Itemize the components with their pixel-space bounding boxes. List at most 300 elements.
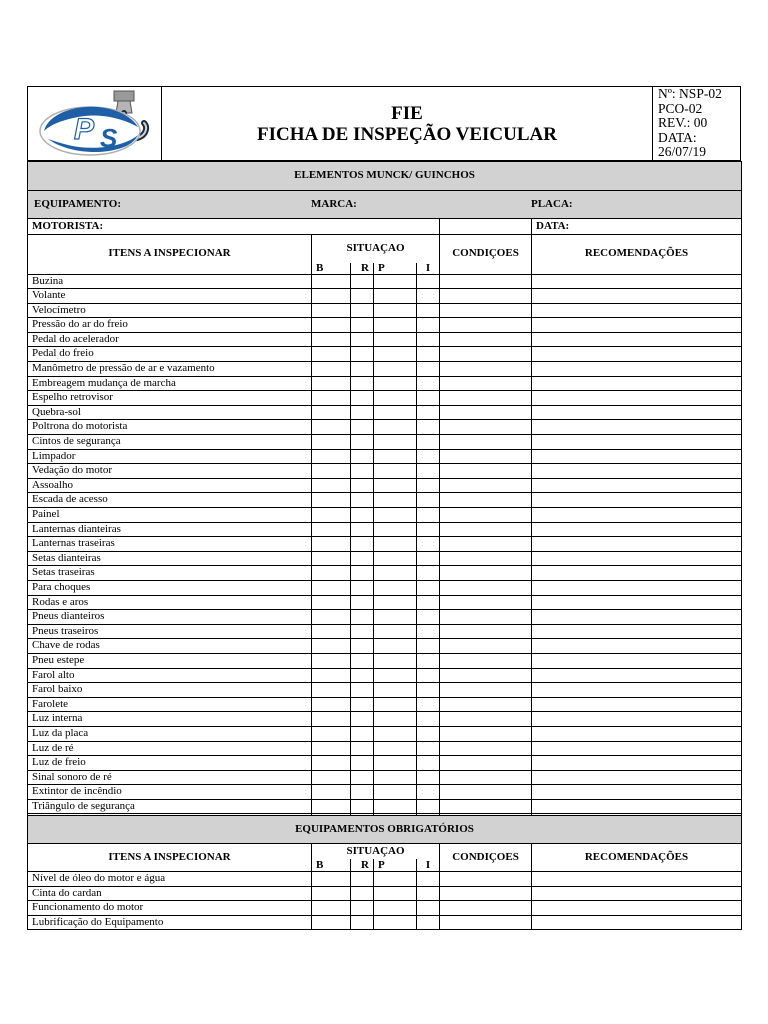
cell-p[interactable] [374, 595, 417, 610]
cell-condicoes[interactable] [440, 580, 532, 595]
cell-r[interactable] [351, 653, 374, 668]
cell-condicoes[interactable] [440, 756, 532, 771]
cell-b[interactable] [312, 478, 351, 493]
svg-text:S: S [100, 123, 118, 153]
cell-recomendacoes[interactable] [532, 566, 742, 581]
cell-i[interactable] [417, 391, 440, 406]
cell-recomendacoes[interactable] [532, 391, 742, 406]
cell-b[interactable] [312, 668, 351, 683]
item-label: Volante [28, 289, 312, 304]
item-label: Pneu estepe [28, 653, 312, 668]
col-situacao-2: SITUAÇAO [312, 844, 440, 860]
cell-r[interactable] [351, 901, 374, 916]
cell-condicoes[interactable] [440, 551, 532, 566]
cell-condicoes[interactable] [440, 785, 532, 800]
cell-p[interactable] [374, 901, 417, 916]
item-label: Pneus traseiros [28, 624, 312, 639]
inspection-item-row [28, 639, 742, 654]
cell-condicoes[interactable] [440, 872, 532, 887]
cell-r[interactable] [351, 566, 374, 581]
cell-r[interactable] [351, 332, 374, 347]
inspection-item-row [28, 289, 742, 304]
cell-b[interactable] [312, 580, 351, 595]
cell-condicoes[interactable] [440, 595, 532, 610]
cell-r[interactable] [351, 537, 374, 552]
cell-condicoes[interactable] [440, 362, 532, 377]
cell-p[interactable] [374, 726, 417, 741]
cell-b[interactable] [312, 683, 351, 698]
cell-b[interactable] [312, 435, 351, 450]
cell-recomendacoes[interactable] [532, 799, 742, 814]
cell-condicoes[interactable] [440, 347, 532, 362]
cell-condicoes[interactable] [440, 712, 532, 727]
cell-b[interactable] [312, 624, 351, 639]
cell-i[interactable] [417, 522, 440, 537]
cell-i[interactable] [417, 741, 440, 756]
item-label: Luz interna [28, 712, 312, 727]
cell-recomendacoes[interactable] [532, 580, 742, 595]
cell-recomendacoes[interactable] [532, 697, 742, 712]
cell-condicoes[interactable] [440, 915, 532, 930]
cell-r[interactable] [351, 391, 374, 406]
cell-p[interactable] [374, 347, 417, 362]
cell-r[interactable] [351, 624, 374, 639]
cell-i[interactable] [417, 624, 440, 639]
cell-p[interactable] [374, 464, 417, 479]
cell-condicoes[interactable] [440, 726, 532, 741]
cell-b[interactable] [312, 537, 351, 552]
cell-p[interactable] [374, 668, 417, 683]
cell-r[interactable] [351, 508, 374, 523]
cell-p[interactable] [374, 770, 417, 785]
cell-i[interactable] [417, 362, 440, 377]
cell-b[interactable] [312, 595, 351, 610]
cell-p[interactable] [374, 915, 417, 930]
cell-r[interactable] [351, 376, 374, 391]
cell-i[interactable] [417, 799, 440, 814]
cell-recomendacoes[interactable] [532, 318, 742, 333]
info-date: DATA: 26/07/19 [658, 129, 707, 160]
cell-r[interactable] [351, 683, 374, 698]
cell-p[interactable] [374, 610, 417, 625]
cell-i[interactable] [417, 770, 440, 785]
col-itens: ITENS A INSPECIONAR [28, 235, 312, 275]
cell-b[interactable] [312, 274, 351, 289]
cell-b[interactable] [312, 376, 351, 391]
cell-condicoes[interactable] [440, 508, 532, 523]
cell-b[interactable] [312, 756, 351, 771]
cell-r[interactable] [351, 303, 374, 318]
cell-recomendacoes[interactable] [532, 435, 742, 450]
cell-recomendacoes[interactable] [532, 464, 742, 479]
cell-i[interactable] [417, 493, 440, 508]
cell-condicoes[interactable] [440, 653, 532, 668]
cell-p[interactable] [374, 478, 417, 493]
item-label: Farolete [28, 697, 312, 712]
cell-b[interactable] [312, 332, 351, 347]
item-label: Para choques [28, 580, 312, 595]
cell-recomendacoes[interactable] [532, 537, 742, 552]
cell-p[interactable] [374, 566, 417, 581]
cell-b[interactable] [312, 391, 351, 406]
cell-p[interactable] [374, 785, 417, 800]
cell-condicoes[interactable] [440, 493, 532, 508]
cell-b[interactable] [312, 872, 351, 887]
cell-i[interactable] [417, 332, 440, 347]
cell-r[interactable] [351, 741, 374, 756]
cell-i[interactable] [417, 376, 440, 391]
cell-r[interactable] [351, 610, 374, 625]
cell-b[interactable] [312, 318, 351, 333]
cell-p[interactable] [374, 872, 417, 887]
cell-p[interactable] [374, 376, 417, 391]
item-label: Limpador [28, 449, 312, 464]
cell-recomendacoes[interactable] [532, 712, 742, 727]
cell-condicoes[interactable] [440, 289, 532, 304]
cell-b[interactable] [312, 653, 351, 668]
cell-recomendacoes[interactable] [532, 420, 742, 435]
inspection-item-row [28, 653, 742, 668]
cell-i[interactable] [417, 639, 440, 654]
cell-p[interactable] [374, 683, 417, 698]
item-label: Farol baixo [28, 683, 312, 698]
motorista-field[interactable]: MOTORISTA: [28, 219, 440, 235]
cell-r[interactable] [351, 289, 374, 304]
info-page: Página 2 de 3 [658, 158, 732, 174]
cell-r[interactable] [351, 551, 374, 566]
item-label: Pedal do acelerador [28, 332, 312, 347]
cell-condicoes[interactable] [440, 683, 532, 698]
cell-recomendacoes[interactable] [532, 610, 742, 625]
cell-r[interactable] [351, 435, 374, 450]
cell-b[interactable] [312, 522, 351, 537]
cell-recomendacoes[interactable] [532, 741, 742, 756]
item-label: Embreagem mudança de marcha [28, 376, 312, 391]
cell-condicoes[interactable] [440, 522, 532, 537]
cell-recomendacoes[interactable] [532, 303, 742, 318]
item-label: Painel [28, 508, 312, 523]
cell-i[interactable] [417, 785, 440, 800]
cell-r[interactable] [351, 420, 374, 435]
cell-recomendacoes[interactable] [532, 886, 742, 901]
cell-b[interactable] [312, 289, 351, 304]
cell-recomendacoes[interactable] [532, 478, 742, 493]
item-label: Velocímetro [28, 303, 312, 318]
item-label: Assoalho [28, 478, 312, 493]
cell-recomendacoes[interactable] [532, 332, 742, 347]
cell-i[interactable] [417, 464, 440, 479]
cell-b[interactable] [312, 610, 351, 625]
cell-r[interactable] [351, 697, 374, 712]
cell-i[interactable] [417, 405, 440, 420]
cell-i[interactable] [417, 668, 440, 683]
cell-p[interactable] [374, 712, 417, 727]
cell-p[interactable] [374, 508, 417, 523]
cell-b[interactable] [312, 915, 351, 930]
item-label: Luz de freio [28, 756, 312, 771]
cell-b[interactable] [312, 405, 351, 420]
cell-recomendacoes[interactable] [532, 289, 742, 304]
cell-condicoes[interactable] [440, 303, 532, 318]
cell-recomendacoes[interactable] [532, 785, 742, 800]
cell-b[interactable] [312, 697, 351, 712]
cell-condicoes[interactable] [440, 741, 532, 756]
cell-recomendacoes[interactable] [532, 624, 742, 639]
cell-recomendacoes[interactable] [532, 668, 742, 683]
cell-p[interactable] [374, 639, 417, 654]
cell-i[interactable] [417, 915, 440, 930]
item-label: Escada de acesso [28, 493, 312, 508]
cell-p[interactable] [374, 391, 417, 406]
cell-condicoes[interactable] [440, 376, 532, 391]
item-label: Quebra-sol [28, 405, 312, 420]
cell-p[interactable] [374, 624, 417, 639]
cell-b[interactable] [312, 712, 351, 727]
cell-p[interactable] [374, 756, 417, 771]
cell-i[interactable] [417, 449, 440, 464]
cell-recomendacoes[interactable] [532, 551, 742, 566]
cell-i[interactable] [417, 551, 440, 566]
cell-p[interactable] [374, 799, 417, 814]
cell-recomendacoes[interactable] [532, 683, 742, 698]
cell-condicoes[interactable] [440, 624, 532, 639]
cell-i[interactable] [417, 726, 440, 741]
cell-recomendacoes[interactable] [532, 449, 742, 464]
cell-r[interactable] [351, 886, 374, 901]
cell-recomendacoes[interactable] [532, 872, 742, 887]
cell-i[interactable] [417, 478, 440, 493]
cell-b[interactable] [312, 770, 351, 785]
cell-condicoes[interactable] [440, 610, 532, 625]
mandatory-item-row [28, 872, 742, 887]
cell-i[interactable] [417, 318, 440, 333]
cell-b[interactable] [312, 726, 351, 741]
cell-r[interactable] [351, 478, 374, 493]
cell-i[interactable] [417, 566, 440, 581]
cell-b[interactable] [312, 464, 351, 479]
cell-recomendacoes[interactable] [532, 915, 742, 930]
equipment-row [28, 191, 742, 219]
cell-r[interactable] [351, 493, 374, 508]
cell-i[interactable] [417, 435, 440, 450]
inspection-item-row [28, 741, 742, 756]
cell-i[interactable] [417, 683, 440, 698]
cell-r[interactable] [351, 785, 374, 800]
cell-b[interactable] [312, 639, 351, 654]
cell-p[interactable] [374, 493, 417, 508]
cell-r[interactable] [351, 362, 374, 377]
cell-i[interactable] [417, 595, 440, 610]
cell-condicoes[interactable] [440, 478, 532, 493]
cell-recomendacoes[interactable] [532, 405, 742, 420]
cell-recomendacoes[interactable] [532, 362, 742, 377]
cell-i[interactable] [417, 303, 440, 318]
cell-condicoes[interactable] [440, 274, 532, 289]
cell-recomendacoes[interactable] [532, 770, 742, 785]
cell-i[interactable] [417, 653, 440, 668]
inspection-item-row [28, 756, 742, 771]
cell-i[interactable] [417, 420, 440, 435]
cell-b[interactable] [312, 886, 351, 901]
cell-p[interactable] [374, 580, 417, 595]
item-label: Luz da placa [28, 726, 312, 741]
cell-condicoes[interactable] [440, 639, 532, 654]
item-label: Setas dianteiras [28, 551, 312, 566]
cell-r[interactable] [351, 347, 374, 362]
document-code: FIE [391, 103, 423, 124]
cell-b[interactable] [312, 741, 351, 756]
cell-recomendacoes[interactable] [532, 726, 742, 741]
inspection-item-row [28, 712, 742, 727]
equipamento-label: EQUIPAMENTO: [34, 198, 121, 210]
inspection-item-row [28, 537, 742, 552]
cell-b[interactable] [312, 901, 351, 916]
cell-b[interactable] [312, 508, 351, 523]
cell-condicoes[interactable] [440, 420, 532, 435]
cell-b[interactable] [312, 551, 351, 566]
cell-i[interactable] [417, 274, 440, 289]
cell-r[interactable] [351, 712, 374, 727]
cell-i[interactable] [417, 901, 440, 916]
cell-condicoes[interactable] [440, 566, 532, 581]
cell-p[interactable] [374, 449, 417, 464]
svg-text:P: P [74, 113, 95, 146]
cell-recomendacoes[interactable] [532, 347, 742, 362]
cell-r[interactable] [351, 580, 374, 595]
cell-i[interactable] [417, 289, 440, 304]
col-itens-2: ITENS A INSPECIONAR [28, 844, 312, 872]
cell-condicoes[interactable] [440, 799, 532, 814]
cell-condicoes[interactable] [440, 405, 532, 420]
cell-i[interactable] [417, 872, 440, 887]
item-label: Lubrificação do Equipamento [28, 915, 312, 930]
cell-p[interactable] [374, 741, 417, 756]
cell-p[interactable] [374, 274, 417, 289]
cell-recomendacoes[interactable] [532, 653, 742, 668]
cell-p[interactable] [374, 303, 417, 318]
inspection-item-row [28, 785, 742, 800]
cell-r[interactable] [351, 522, 374, 537]
cell-i[interactable] [417, 537, 440, 552]
cell-i[interactable] [417, 508, 440, 523]
cell-r[interactable] [351, 318, 374, 333]
cell-recomendacoes[interactable] [532, 376, 742, 391]
cell-condicoes[interactable] [440, 318, 532, 333]
cell-r[interactable] [351, 595, 374, 610]
cell-condicoes[interactable] [440, 697, 532, 712]
cell-p[interactable] [374, 537, 417, 552]
cell-r[interactable] [351, 770, 374, 785]
cell-r[interactable] [351, 639, 374, 654]
cell-b[interactable] [312, 420, 351, 435]
cell-condicoes[interactable] [440, 435, 532, 450]
cell-b[interactable] [312, 362, 351, 377]
cell-recomendacoes[interactable] [532, 901, 742, 916]
cell-condicoes[interactable] [440, 901, 532, 916]
cell-r[interactable] [351, 405, 374, 420]
cell-r[interactable] [351, 274, 374, 289]
cell-r[interactable] [351, 915, 374, 930]
cell-p[interactable] [374, 362, 417, 377]
inspection-item-row [28, 303, 742, 318]
inspection-item-row [28, 697, 742, 712]
cell-r[interactable] [351, 799, 374, 814]
cell-p[interactable] [374, 653, 417, 668]
cell-recomendacoes[interactable] [532, 274, 742, 289]
cell-p[interactable] [374, 522, 417, 537]
cell-recomendacoes[interactable] [532, 508, 742, 523]
cell-condicoes[interactable] [440, 886, 532, 901]
col-recomendacoes-2: RECOMENDAÇÕES [532, 844, 742, 872]
cell-i[interactable] [417, 347, 440, 362]
cell-p[interactable] [374, 420, 417, 435]
cell-b[interactable] [312, 303, 351, 318]
motorista-blank[interactable] [440, 219, 532, 235]
cell-i[interactable] [417, 886, 440, 901]
cell-p[interactable] [374, 405, 417, 420]
cell-condicoes[interactable] [440, 449, 532, 464]
cell-b[interactable] [312, 785, 351, 800]
cell-recomendacoes[interactable] [532, 522, 742, 537]
item-label: Cinta do cardan [28, 886, 312, 901]
item-label: Nível de óleo do motor e água [28, 872, 312, 887]
cell-i[interactable] [417, 712, 440, 727]
cell-p[interactable] [374, 886, 417, 901]
section-title-elementos: ELEMENTOS MUNCK/ GUINCHOS [28, 162, 742, 191]
item-label: Buzina [28, 274, 312, 289]
cell-b[interactable] [312, 347, 351, 362]
cell-p[interactable] [374, 697, 417, 712]
cell-b[interactable] [312, 493, 351, 508]
cell-p[interactable] [374, 551, 417, 566]
cell-b[interactable] [312, 799, 351, 814]
cell-p[interactable] [374, 332, 417, 347]
cell-recomendacoes[interactable] [532, 595, 742, 610]
cell-r[interactable] [351, 668, 374, 683]
cell-condicoes[interactable] [440, 770, 532, 785]
cell-r[interactable] [351, 756, 374, 771]
inspection-item-row [28, 347, 742, 362]
item-label: Extintor de incêndio [28, 785, 312, 800]
cell-i[interactable] [417, 580, 440, 595]
cell-condicoes[interactable] [440, 332, 532, 347]
cell-r[interactable] [351, 464, 374, 479]
cell-condicoes[interactable] [440, 537, 532, 552]
cell-b[interactable] [312, 449, 351, 464]
cell-p[interactable] [374, 435, 417, 450]
cell-recomendacoes[interactable] [532, 756, 742, 771]
inspection-item-row [28, 420, 742, 435]
cell-condicoes[interactable] [440, 668, 532, 683]
cell-recomendacoes[interactable] [532, 639, 742, 654]
cell-r[interactable] [351, 726, 374, 741]
cell-r[interactable] [351, 449, 374, 464]
cell-i[interactable] [417, 697, 440, 712]
info-pco: PCO-02 [658, 100, 703, 116]
cell-p[interactable] [374, 318, 417, 333]
cell-p[interactable] [374, 289, 417, 304]
cell-recomendacoes[interactable] [532, 493, 742, 508]
inspection-item-row [28, 770, 742, 785]
company-logo [28, 87, 162, 162]
cell-condicoes[interactable] [440, 464, 532, 479]
cell-i[interactable] [417, 756, 440, 771]
cell-i[interactable] [417, 610, 440, 625]
cell-condicoes[interactable] [440, 391, 532, 406]
data-field[interactable]: DATA: [532, 219, 742, 235]
cell-b[interactable] [312, 566, 351, 581]
cell-r[interactable] [351, 872, 374, 887]
